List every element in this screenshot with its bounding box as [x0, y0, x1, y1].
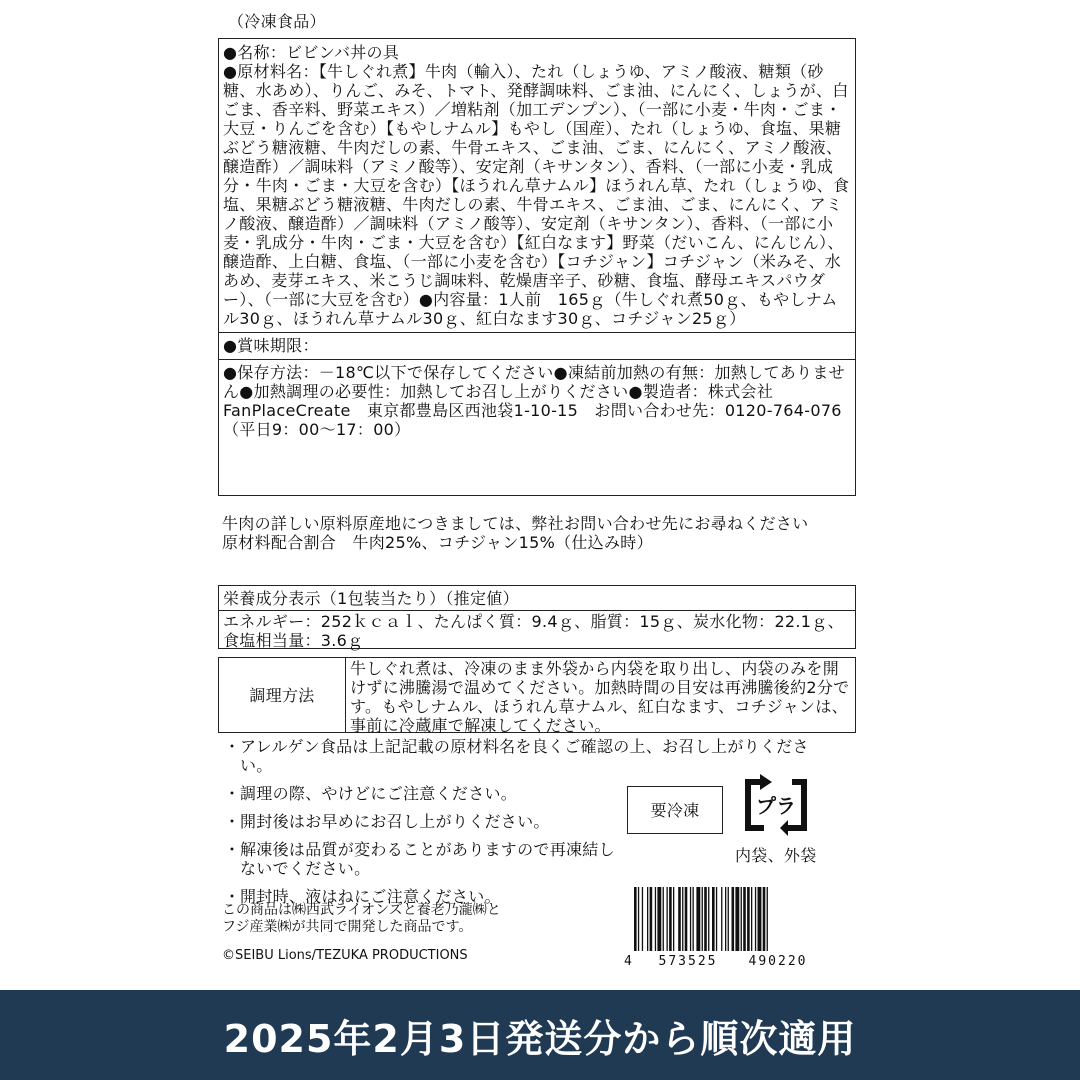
copyright: ©SEIBU Lions/TEZUKA PRODUCTIONS: [222, 948, 468, 963]
barcode-bar: [682, 887, 683, 951]
barcode-bar: [732, 887, 735, 951]
barcode-bar: [678, 887, 681, 951]
banner-text: 2025年2月3日発送分から順次適用: [223, 1016, 857, 1061]
barcode: [620, 885, 824, 967]
caution-item: ・ 開封後はお早めにお召し上がりください。: [222, 812, 822, 831]
barcode-bar: [712, 887, 715, 951]
barcode-bar: [657, 887, 661, 951]
barcode-bar: [638, 887, 639, 951]
origin-note: [222, 514, 852, 552]
barcode-bar: [704, 887, 707, 951]
barcode-bar: [758, 887, 762, 951]
barcode-bar: [685, 887, 688, 951]
caution-item: ・ 調理の際、やけどにご注意ください。: [222, 784, 822, 803]
cooking-body: 牛しぐれ煮は、冷凍のまま外袋から内袋を取り出し、内袋のみを開けずに沸騰湯で温めてください。加熱時間の目安は再沸騰後約2分です。もやしナムル、ほうれん草ナムル、紅白なます、コチジャンは、事前に冷蔵庫で解凍してください。: [350, 659, 850, 735]
collab-note: [222, 902, 501, 936]
barcode-bar: [642, 887, 643, 951]
caution-item: ・ 解凍後は品質が変わることがありますので再凍結しないでください。: [222, 840, 620, 878]
notice-banner: [0, 990, 1080, 1080]
barcode-bar: [673, 887, 674, 951]
barcode-bar: [634, 887, 637, 951]
collab-line: この商品は㈱西武ライオンズと養老乃瀧㈱と: [222, 902, 501, 918]
cooking-title: 調理方法: [219, 658, 346, 732]
plastic-recycle-icon: [740, 772, 812, 838]
barcode-bar: [728, 887, 729, 951]
barcode-bar: [741, 887, 742, 951]
cooking-box: [218, 657, 856, 733]
barcode-right-digits: 490220: [748, 954, 808, 967]
barcode-bar: [663, 887, 664, 951]
recycle-caption: 内袋、外袋: [735, 846, 817, 865]
best-before: ●賞味期限：: [223, 336, 319, 355]
barcode-bar: [693, 887, 694, 951]
caution-item: ・ 開封時、液はねにご注意ください。: [222, 887, 822, 906]
barcode-bar: [669, 887, 672, 951]
ingredients-text: ●原材料名：【牛しぐれ煮】牛肉（輸入）、たれ（しょうゆ、アミノ酸液、糖類（砂糖、水あめ）、りんご、みそ、トマト、発酵調味料、ごま油、にんにく、しょうが、白ごま、香辛料、野菜エキス）／増粘剤（加工デンプン）、（一部に小麦・牛肉・ごま・大豆・りんごを含む）【もやしナムル】もやし（国産）、たれ（しょうゆ、食塩、果糖ぶどう糖液糖、牛肉だしの素、牛骨エキス、ごま油、ごま、にんにく、アミノ酸液、醸造酢）／調味料（アミノ酸等）、安定剤（キサンタン）、香料、（一部に小麦・乳成分・牛肉・ごま・大豆を含む）【ほうれん草ナムル】ほうれん草、たれ（しょうゆ、食塩、果糖ぶどう糖液糖、牛肉だしの素、牛骨エキス、ごま油、ごま、にんにく、アミノ酸液、醸造酢）／調味料（アミノ酸等）、安定剤（キサンタン）、香料、（一部に小麦・乳成分・牛肉・ごま・大豆を含む）【紅白なます】野菜（だいこん、にんじん）、醸造酢、上白糖、食塩、（一部に小麦を含む）【コチジャン】コチジャン（米みそ、水あめ、麦芽エキス、米こうじ調味料、乾燥唐辛子、砂糖、食塩、酵母エキスパウダー）、（一部に大豆を含む）●内容量：1人前 165ｇ（牛しぐれ煮50ｇ、もやしナムル30ｇ、ほうれん草ナムル30ｇ、紅白なます30ｇ、コチジャン25ｇ）: [223, 62, 850, 328]
origin-line: 牛肉の詳しい原料原産地につきましては、弊社お問い合わせ先にお尋ねください: [222, 514, 809, 533]
barcode-bar: [721, 887, 722, 951]
storage-text: ●保存方法：－18℃以下で保存してください●凍結前加熱の有無：加熱してありません●加熱調理の必要性：加熱してお召し上がりください●製造者：株式会社FanPlaceCreate 東京都豊島区西池袋1-10-15 お問い合わせ先：0120-764-076（平日9：00～17：00）: [223, 363, 845, 439]
barcode-bar: [667, 887, 668, 951]
frozen-badge-text: 要冷凍: [650, 800, 700, 820]
barcode-bar: [755, 887, 756, 951]
barcode-bar: [655, 887, 656, 951]
barcode-bar: [696, 887, 700, 951]
barcode-bar: [751, 887, 752, 951]
barcode-bar: [690, 887, 691, 951]
barcode-bar: [735, 887, 739, 951]
barcode-bar: [743, 887, 746, 951]
barcode-bars: [634, 887, 768, 951]
category-label: （冷凍食品）: [228, 12, 326, 31]
barcode-bar: [767, 887, 768, 951]
barcode-bar: [763, 887, 766, 951]
ratio-line: 原材料配合割合 牛肉25%、コチジャン15%（仕込み時）: [222, 533, 653, 552]
barcode-lead-digit: 4: [624, 954, 632, 967]
barcode-left-digits: 573525: [658, 954, 718, 967]
caution-item: ・ アレルゲン食品は上記記載の原材料名を良くご確認の上、お召し上がりください。: [222, 737, 822, 775]
barcode-bar: [708, 887, 709, 951]
product-name: ●名称：ビビンバ丼の具: [223, 43, 400, 62]
nutrition-box: [218, 585, 856, 649]
collab-line: フジ産業㈱が共同で開発した商品です。: [222, 919, 473, 935]
barcode-bar: [702, 887, 703, 951]
nutrition-title: 栄養成分表示（1包装当たり）（推定値）: [223, 589, 519, 608]
barcode-bar: [650, 887, 653, 951]
ingredient-box: [218, 38, 856, 496]
nutrition-values: エネルギー：252ｋｃａｌ、たんぱく質：9.4ｇ、脂質：15ｇ、炭水化物：22.1ｇ、食塩相当量：3.6ｇ: [223, 612, 844, 650]
frozen-badge: [627, 786, 723, 834]
barcode-bar: [647, 887, 648, 951]
recycle-mark-text: プラ: [756, 794, 796, 818]
barcode-bar: [747, 887, 750, 951]
barcode-bar: [725, 887, 726, 951]
barcode-bar: [716, 887, 717, 951]
